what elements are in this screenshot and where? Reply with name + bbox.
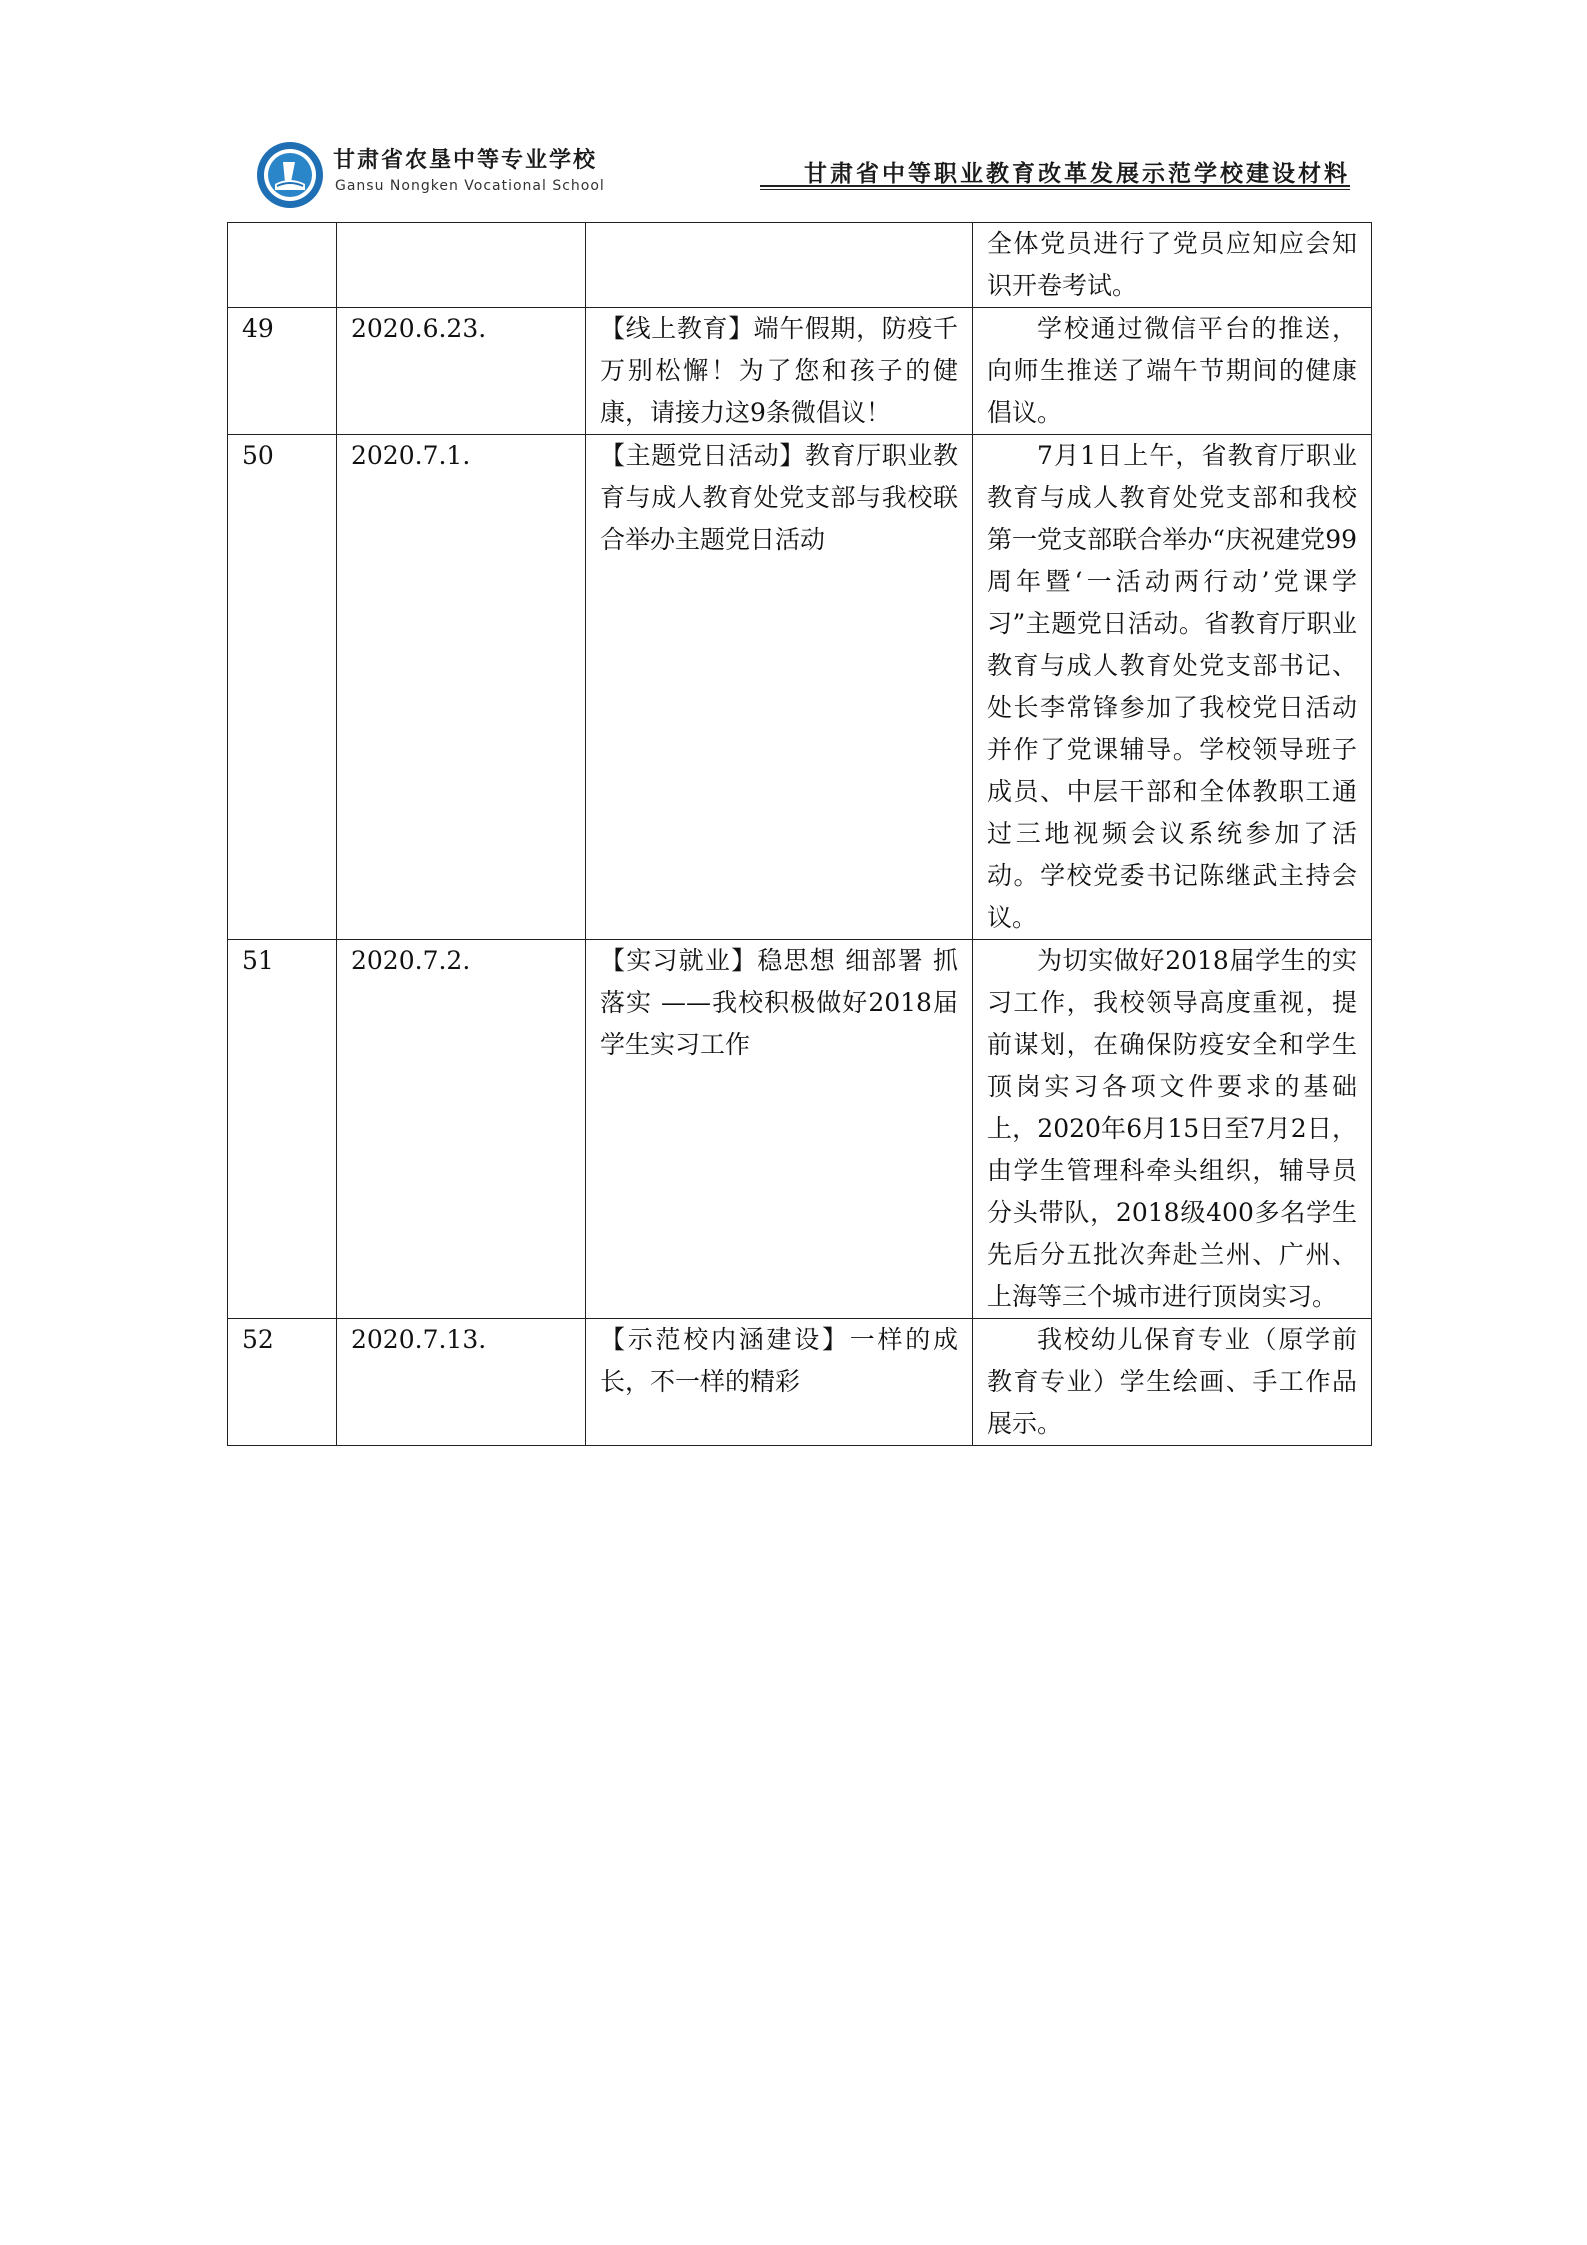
row-date: 2020.7.13. [337,1319,586,1446]
row-number: 52 [228,1319,337,1446]
school-logo-icon [255,140,325,210]
row-date: 2020.7.2. [337,940,586,1319]
table-row [228,435,1372,940]
page-header [255,135,1350,194]
row-content: 7月1日上午，省教育厅职业教育与成人教育处党支部和我校第一党支部联合举办“庆祝建党99周年暨‘一活动两行动’党课学习”主题党日活动。省教育厅职业教育与成人教育处党支部书记、处长李常锋参加了我校党日活动并作了党课辅导。学校领导班子成员、中层干部和全体教职工通过三地视频会议系统参加了活动。学校党委书记陈继武主持会议。 [973,435,1372,940]
row-number: 49 [228,308,337,435]
document-title: 甘肃省中等职业教育改革发展示范学校建设材料 [804,161,1350,187]
school-name-cn: 甘肃省农垦中等专业学校 [333,148,598,173]
row-title: 【线上教育】端午假期，防疫千万别松懈！为了您和孩子的健康，请接力这9条微倡议！ [586,308,973,435]
row-content: 全体党员进行了党员应知应会知识开卷考试。 [973,223,1372,308]
row-number: 50 [228,435,337,940]
table-row [228,308,1372,435]
row-content: 我校幼儿保育专业（原学前教育专业）学生绘画、手工作品展示。 [973,1319,1372,1446]
row-date: 2020.7.1. [337,435,586,940]
school-name-en: Gansu Nongken Vocational School [335,178,605,194]
row-date: 2020.6.23. [337,308,586,435]
table-row [228,940,1372,1319]
table-row [228,223,1372,308]
row-title [586,223,973,308]
row-title: 【实习就业】稳思想 细部署 抓落实 ——我校积极做好2018届学生实习工作 [586,940,973,1319]
row-content: 学校通过微信平台的推送，向师生推送了端午节期间的健康倡议。 [973,308,1372,435]
row-title: 【主题党日活动】教育厅职业教育与成人教育处党支部与我校联合举办主题党日活动 [586,435,973,940]
records-table [227,222,1372,1446]
row-title: 【示范校内涵建设】一样的成长，不一样的精彩 [586,1319,973,1446]
records-table-body [228,223,1372,1446]
row-date [337,223,586,308]
header-rule-thin [760,189,1350,190]
row-number [228,223,337,308]
row-content: 为切实做好2018届学生的实习工作，我校领导高度重视，提前谋划，在确保防疫安全和学生顶岗实习各项文件要求的基础上，2020年6月15日至7月2日，由学生管理科牵头组织，辅导员分头带队，2018级400多名学生先后分五批次奔赴兰州、广州、上海等三个城市进行顶岗实习。 [973,940,1372,1319]
row-number: 51 [228,940,337,1319]
table-row [228,1319,1372,1446]
header-rule [760,185,1350,187]
